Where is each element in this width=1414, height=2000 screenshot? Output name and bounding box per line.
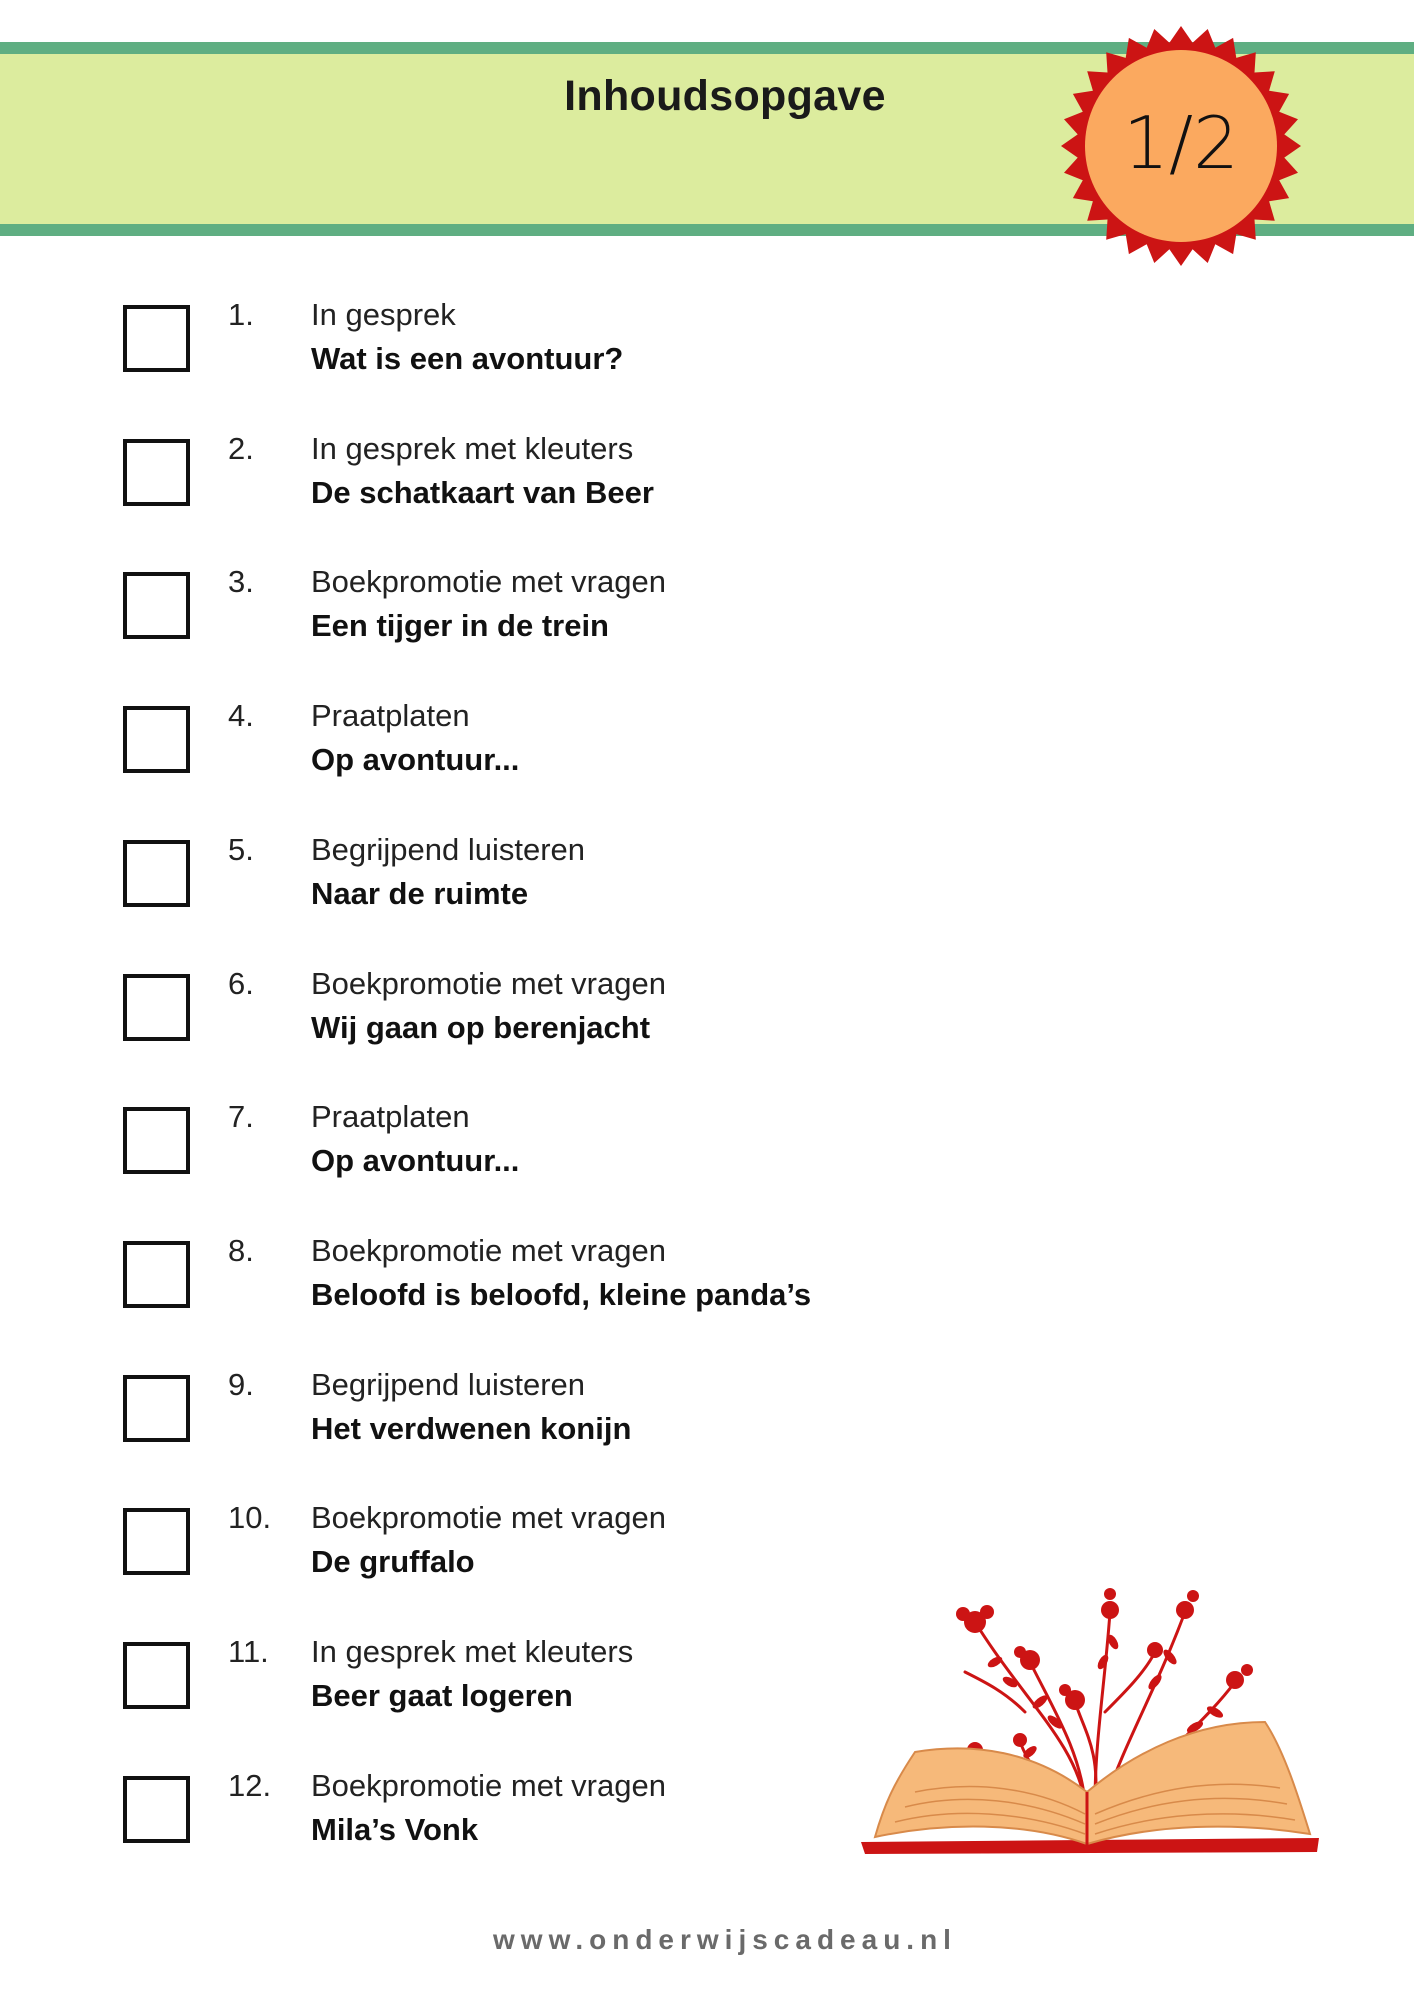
toc-item [0,1500,1000,1610]
item-title: De gruffalo [311,1544,475,1579]
item-number: 9. [228,1367,254,1402]
item-title: Het verdwenen konijn [311,1411,632,1446]
checkbox[interactable] [123,840,190,907]
toc-item [0,431,1000,541]
toc-item [0,698,1000,808]
item-number: 6. [228,966,254,1001]
checkbox[interactable] [123,572,190,639]
checkbox[interactable] [123,1375,190,1442]
item-category: Boekpromotie met vragen [311,966,666,1001]
toc-item [0,1634,1000,1744]
item-number: 3. [228,564,254,599]
item-number: 5. [228,832,254,867]
item-title: Mila’s Vonk [311,1812,479,1847]
item-number: 11. [228,1634,269,1669]
item-title: Naar de ruimte [311,876,529,911]
page-title: Inhoudsopgave [564,72,886,120]
checkbox[interactable] [123,1776,190,1843]
item-category: Praatplaten [311,698,470,733]
item-title: Wat is een avontuur? [311,341,624,376]
item-category: In gesprek met kleuters [311,1634,634,1669]
toc-item [0,1099,1000,1209]
footer-url[interactable]: www.onderwijscadeau.nl [493,1924,957,1955]
toc-item [0,1233,1000,1343]
toc-item [0,832,1000,942]
page-number-badge: 1/2 [1123,101,1239,185]
book-right-pages [1087,1722,1310,1844]
item-category: Begrijpend luisteren [311,1367,586,1402]
item-number: 8. [228,1233,254,1268]
checkbox[interactable] [123,1642,190,1709]
checkbox[interactable] [123,1107,190,1174]
toc-item [0,966,1000,1076]
toc-item [0,564,1000,674]
item-number: 7. [228,1099,254,1134]
item-number: 2. [228,431,254,466]
checkbox[interactable] [123,305,190,372]
item-category: Begrijpend luisteren [311,832,586,867]
book-left-pages [875,1748,1087,1844]
checkbox[interactable] [123,1508,190,1575]
item-category: Praatplaten [311,1099,470,1134]
item-category: Boekpromotie met vragen [311,564,666,599]
item-category: In gesprek [311,297,456,332]
item-title: Op avontuur... [311,1143,520,1178]
open-book-with-flowers-icon [855,1552,1325,1862]
item-title: Beloofd is beloofd, kleine panda’s [311,1277,812,1312]
item-title: Wij gaan op berenjacht [311,1010,651,1045]
checkbox[interactable] [123,974,190,1041]
toc-item [0,1367,1000,1477]
item-category: Boekpromotie met vragen [311,1500,666,1535]
item-title: Beer gaat logeren [311,1678,573,1713]
item-number: 1. [228,297,254,332]
item-category: Boekpromotie met vragen [311,1768,666,1803]
item-title: Op avontuur... [311,742,520,777]
item-title: De schatkaart van Beer [311,475,654,510]
toc-item [0,297,1000,407]
item-number: 4. [228,698,254,733]
item-number: 12. [228,1768,272,1803]
toc-item [0,1768,1000,1878]
item-category: Boekpromotie met vragen [311,1233,666,1268]
item-title: Een tijger in de trein [311,608,609,643]
checkbox[interactable] [123,439,190,506]
checkbox[interactable] [123,1241,190,1308]
item-category: In gesprek met kleuters [311,431,634,466]
item-number: 10. [228,1500,272,1535]
checkbox[interactable] [123,706,190,773]
